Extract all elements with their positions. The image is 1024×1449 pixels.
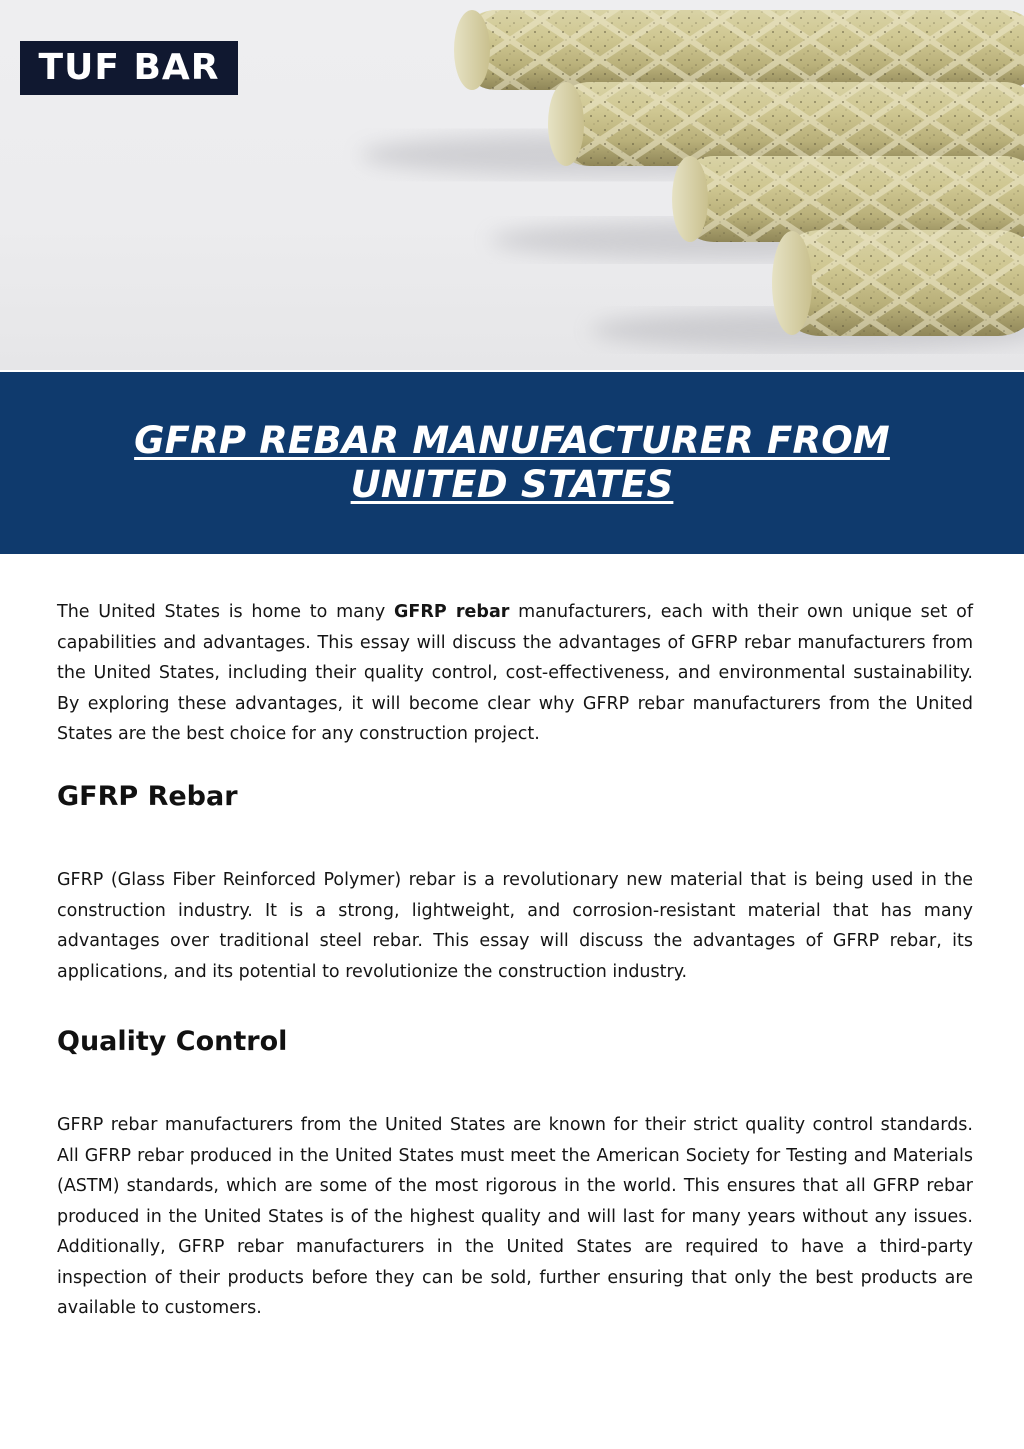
section-body-gfrp-rebar: GFRP (Glass Fiber Reinforced Polymer) rebar is a revolutionary new material that is being used in the construction industry. It is a strong, lightweight, and corrosion-resistant material that has many advantages over traditional steel rebar. This essay will discuss the advantages of GFRP rebar, its applications, and its potential to revolutionize the construction industry. [57,870,973,982]
section-body-quality-control: GFRP rebar manufacturers from the United States are known for their strict quality control standards. All GFRP rebar produced in the United States must meet the American Society for Testing and Materials (ASTM) standards, which are some of the most rigorous in the world. This ensures that all GFRP rebar produced in the United States is of the highest quality and will last for many years without any issues. Additionally, GFRP rebar manufacturers in the United States are required to have a third-party inspection of their products before they can be sold, further ensuring that only the best products are available to customers. [57,1115,973,1318]
page-title-line1: GFRP REBAR MANUFACTURER FROM [134,419,890,462]
hero-image [0,0,1024,370]
section-heading-gfrp-rebar: GFRP Rebar [57,781,238,812]
tufbar-logo[interactable] [20,41,238,95]
page-title [82,419,942,507]
intro-text-start: The United States is home to many [57,602,395,622]
logo-text: TUF BAR [38,47,220,88]
intro-paragraph [57,597,973,750]
intro-text-end: manufacturers, each with their own unique set of capabilities and advantages. This essay will discuss the advantages of GFRP rebar manufacturers from the United States, including their quality control, cost-effectiveness, and environmental sustainability. By exploring these advantages, it will become clear why GFRP rebar manufacturers from the United States are the best choice for any construction project. [57,602,973,744]
title-banner [0,372,1024,554]
intro-keyword: GFRP rebar [394,602,510,622]
page-title-line2: UNITED STATES [350,463,674,506]
section-heading-quality-control: Quality Control [57,1026,288,1057]
